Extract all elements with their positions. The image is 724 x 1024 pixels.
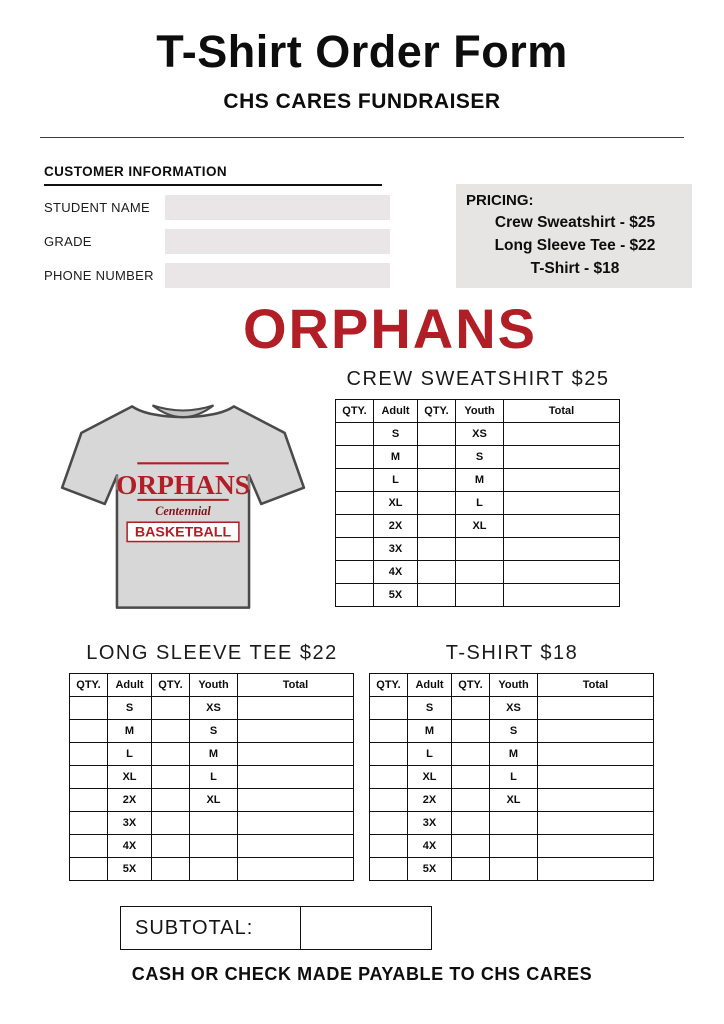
total-cell[interactable] bbox=[504, 469, 620, 492]
adult-size-label: M bbox=[374, 446, 418, 469]
qty-youth-cell[interactable] bbox=[152, 789, 190, 812]
size-row bbox=[370, 858, 654, 881]
qty-youth-cell[interactable] bbox=[152, 812, 190, 835]
subtotal-box bbox=[120, 906, 432, 950]
total-cell[interactable] bbox=[238, 743, 354, 766]
qty-adult-cell[interactable] bbox=[70, 789, 108, 812]
qty-youth-cell[interactable] bbox=[452, 812, 490, 835]
crew-sweatshirt-table bbox=[335, 399, 620, 607]
team-name-heading: ORPHANS bbox=[242, 297, 538, 360]
shirt-print-school-name: Centennial bbox=[155, 504, 211, 519]
qty-youth-cell[interactable] bbox=[152, 743, 190, 766]
adult-size-label: 5X bbox=[374, 584, 418, 607]
header-row bbox=[336, 400, 620, 423]
youth-size-label bbox=[190, 812, 238, 835]
adult-size-label: XL bbox=[408, 766, 452, 789]
column-header: Total bbox=[504, 400, 620, 423]
phone-number-input[interactable] bbox=[165, 263, 390, 288]
pricing-heading: PRICING: bbox=[466, 192, 534, 209]
size-row bbox=[336, 538, 620, 561]
shirt-print-sport-name: BASKETBALL bbox=[134, 524, 232, 541]
subtotal-input[interactable] bbox=[301, 907, 431, 949]
size-row bbox=[336, 515, 620, 538]
size-row bbox=[370, 720, 654, 743]
total-cell[interactable] bbox=[538, 789, 654, 812]
column-header: QTY. bbox=[452, 674, 490, 697]
column-header: QTY. bbox=[336, 400, 374, 423]
size-row bbox=[70, 812, 354, 835]
adult-size-label: M bbox=[408, 720, 452, 743]
size-row bbox=[370, 789, 654, 812]
qty-adult-cell[interactable] bbox=[370, 743, 408, 766]
tshirt-graphic bbox=[56, 390, 310, 624]
qty-adult-cell[interactable] bbox=[370, 858, 408, 881]
total-cell[interactable] bbox=[238, 858, 354, 881]
qty-youth-cell[interactable] bbox=[452, 789, 490, 812]
total-cell[interactable] bbox=[538, 835, 654, 858]
student-name-input[interactable] bbox=[165, 195, 390, 220]
qty-adult-cell[interactable] bbox=[336, 538, 374, 561]
qty-adult-cell[interactable] bbox=[70, 835, 108, 858]
total-cell[interactable] bbox=[238, 766, 354, 789]
adult-size-label: S bbox=[408, 697, 452, 720]
column-header: Adult bbox=[408, 674, 452, 697]
youth-size-label: S bbox=[190, 720, 238, 743]
size-row bbox=[70, 743, 354, 766]
qty-youth-cell[interactable] bbox=[152, 835, 190, 858]
adult-size-label: S bbox=[374, 423, 418, 446]
tshirt-title: T-SHIRT $18 bbox=[445, 642, 579, 664]
size-row bbox=[70, 720, 354, 743]
youth-size-label bbox=[190, 858, 238, 881]
qty-adult-cell[interactable] bbox=[370, 789, 408, 812]
youth-size-label: L bbox=[190, 766, 238, 789]
pricing-box bbox=[456, 184, 692, 288]
total-cell[interactable] bbox=[538, 858, 654, 881]
youth-size-label bbox=[456, 561, 504, 584]
crew-sweatshirt-title: CREW SWEATSHIRT $25 bbox=[346, 368, 610, 390]
qty-youth-cell[interactable] bbox=[452, 835, 490, 858]
qty-adult-cell[interactable] bbox=[70, 743, 108, 766]
customer-info-section bbox=[44, 164, 390, 288]
qty-adult-cell[interactable] bbox=[336, 584, 374, 607]
qty-youth-cell[interactable] bbox=[452, 720, 490, 743]
youth-size-label bbox=[456, 538, 504, 561]
grade-label: GRADE bbox=[44, 233, 92, 249]
size-row bbox=[70, 697, 354, 720]
qty-youth-cell[interactable] bbox=[152, 720, 190, 743]
phone-number-row bbox=[44, 262, 390, 288]
student-name-label: STUDENT NAME bbox=[44, 199, 150, 215]
qty-adult-cell[interactable] bbox=[336, 515, 374, 538]
qty-youth-cell[interactable] bbox=[152, 858, 190, 881]
total-cell[interactable] bbox=[238, 789, 354, 812]
page-title: T-Shirt Order Form bbox=[156, 26, 568, 77]
adult-size-label: 2X bbox=[374, 515, 418, 538]
qty-adult-cell[interactable] bbox=[70, 766, 108, 789]
qty-adult-cell[interactable] bbox=[336, 561, 374, 584]
total-cell[interactable] bbox=[538, 812, 654, 835]
youth-size-label: M bbox=[456, 469, 504, 492]
adult-size-label: 5X bbox=[108, 858, 152, 881]
qty-adult-cell[interactable] bbox=[370, 835, 408, 858]
adult-size-label: 4X bbox=[374, 561, 418, 584]
total-cell[interactable] bbox=[238, 812, 354, 835]
qty-youth-cell[interactable] bbox=[452, 697, 490, 720]
size-row bbox=[336, 584, 620, 607]
crew-sweatshirt-block bbox=[335, 368, 621, 607]
size-row bbox=[70, 766, 354, 789]
qty-adult-cell[interactable] bbox=[336, 469, 374, 492]
youth-size-label: XL bbox=[490, 789, 538, 812]
phone-number-label: PHONE NUMBER bbox=[44, 267, 154, 283]
youth-size-label: XS bbox=[190, 697, 238, 720]
column-header: QTY. bbox=[70, 674, 108, 697]
column-header: Total bbox=[238, 674, 354, 697]
adult-size-label: 2X bbox=[408, 789, 452, 812]
qty-youth-cell[interactable] bbox=[418, 423, 456, 446]
youth-size-label: L bbox=[490, 766, 538, 789]
size-row bbox=[70, 858, 354, 881]
qty-adult-cell[interactable] bbox=[370, 697, 408, 720]
long-sleeve-tee-block bbox=[69, 642, 355, 881]
qty-youth-cell[interactable] bbox=[452, 766, 490, 789]
adult-size-label: L bbox=[374, 469, 418, 492]
column-header: Youth bbox=[490, 674, 538, 697]
youth-size-label bbox=[490, 812, 538, 835]
page-subtitle: CHS CARES FUNDRAISER bbox=[223, 90, 501, 113]
qty-youth-cell[interactable] bbox=[418, 584, 456, 607]
youth-size-label: XL bbox=[190, 789, 238, 812]
adult-size-label: XL bbox=[108, 766, 152, 789]
size-row bbox=[336, 423, 620, 446]
column-header: QTY. bbox=[418, 400, 456, 423]
adult-size-label: 3X bbox=[374, 538, 418, 561]
tshirt-image bbox=[56, 390, 310, 624]
size-row bbox=[370, 766, 654, 789]
total-cell[interactable] bbox=[504, 423, 620, 446]
customer-info-heading: CUSTOMER INFORMATION bbox=[44, 164, 382, 186]
grade-input[interactable] bbox=[165, 229, 390, 254]
size-row bbox=[336, 561, 620, 584]
youth-size-label bbox=[490, 858, 538, 881]
qty-youth-cell[interactable] bbox=[418, 469, 456, 492]
youth-size-label: XS bbox=[456, 423, 504, 446]
size-row bbox=[336, 469, 620, 492]
qty-youth-cell[interactable] bbox=[418, 561, 456, 584]
tshirt-table bbox=[369, 673, 654, 881]
column-header: Adult bbox=[108, 674, 152, 697]
total-cell[interactable] bbox=[538, 743, 654, 766]
long-sleeve-tee-title: LONG SLEEVE TEE $22 bbox=[86, 642, 338, 664]
youth-size-label: XL bbox=[456, 515, 504, 538]
qty-youth-cell[interactable] bbox=[418, 446, 456, 469]
size-row bbox=[370, 835, 654, 858]
youth-size-label: L bbox=[456, 492, 504, 515]
size-row bbox=[370, 697, 654, 720]
size-row bbox=[370, 743, 654, 766]
payment-note: CASH OR CHECK MADE PAYABLE TO CHS CARES bbox=[131, 964, 593, 984]
qty-adult-cell[interactable] bbox=[70, 720, 108, 743]
subtotal-label: SUBTOTAL: bbox=[121, 907, 301, 949]
qty-youth-cell[interactable] bbox=[452, 858, 490, 881]
youth-size-label: S bbox=[490, 720, 538, 743]
header-divider bbox=[40, 137, 684, 138]
qty-adult-cell[interactable] bbox=[70, 697, 108, 720]
adult-size-label: 3X bbox=[408, 812, 452, 835]
header-row bbox=[370, 674, 654, 697]
column-header: QTY. bbox=[152, 674, 190, 697]
adult-size-label: XL bbox=[374, 492, 418, 515]
qty-adult-cell[interactable] bbox=[370, 812, 408, 835]
qty-youth-cell[interactable] bbox=[418, 538, 456, 561]
column-header: Total bbox=[538, 674, 654, 697]
total-cell[interactable] bbox=[504, 584, 620, 607]
column-header: Youth bbox=[190, 674, 238, 697]
pricing-line-longsleeve: Long Sleeve Tee - $22 bbox=[494, 237, 656, 254]
total-cell[interactable] bbox=[238, 835, 354, 858]
adult-size-label: 2X bbox=[108, 789, 152, 812]
qty-adult-cell[interactable] bbox=[370, 766, 408, 789]
adult-size-label: L bbox=[408, 743, 452, 766]
pricing-line-tshirt: T-Shirt - $18 bbox=[530, 260, 620, 277]
qty-adult-cell[interactable] bbox=[70, 812, 108, 835]
qty-youth-cell[interactable] bbox=[152, 766, 190, 789]
youth-size-label bbox=[490, 835, 538, 858]
shirt-print-team-name: ORPHANS bbox=[115, 469, 251, 500]
qty-youth-cell[interactable] bbox=[418, 492, 456, 515]
adult-size-label: 4X bbox=[108, 835, 152, 858]
adult-size-label: S bbox=[108, 697, 152, 720]
qty-adult-cell[interactable] bbox=[336, 423, 374, 446]
qty-youth-cell[interactable] bbox=[452, 743, 490, 766]
size-row bbox=[70, 789, 354, 812]
qty-adult-cell[interactable] bbox=[336, 492, 374, 515]
size-row bbox=[336, 492, 620, 515]
adult-size-label: M bbox=[108, 720, 152, 743]
size-row bbox=[370, 812, 654, 835]
header-row bbox=[70, 674, 354, 697]
student-name-row bbox=[44, 194, 390, 220]
youth-size-label: M bbox=[490, 743, 538, 766]
qty-adult-cell[interactable] bbox=[70, 858, 108, 881]
total-cell[interactable] bbox=[538, 766, 654, 789]
pricing-line-crew: Crew Sweatshirt - $25 bbox=[494, 214, 656, 231]
total-cell[interactable] bbox=[504, 446, 620, 469]
size-row bbox=[70, 835, 354, 858]
youth-size-label bbox=[456, 584, 504, 607]
column-header: Adult bbox=[374, 400, 418, 423]
youth-size-label: S bbox=[456, 446, 504, 469]
qty-youth-cell[interactable] bbox=[152, 697, 190, 720]
total-cell[interactable] bbox=[504, 515, 620, 538]
youth-size-label: XS bbox=[490, 697, 538, 720]
youth-size-label: M bbox=[190, 743, 238, 766]
column-header: Youth bbox=[456, 400, 504, 423]
qty-youth-cell[interactable] bbox=[418, 515, 456, 538]
adult-size-label: 3X bbox=[108, 812, 152, 835]
total-cell[interactable] bbox=[538, 720, 654, 743]
qty-adult-cell[interactable] bbox=[336, 446, 374, 469]
total-cell[interactable] bbox=[238, 720, 354, 743]
total-cell[interactable] bbox=[504, 561, 620, 584]
adult-size-label: 4X bbox=[408, 835, 452, 858]
youth-size-label bbox=[190, 835, 238, 858]
total-cell[interactable] bbox=[504, 538, 620, 561]
qty-adult-cell[interactable] bbox=[370, 720, 408, 743]
column-header: QTY. bbox=[370, 674, 408, 697]
size-row bbox=[336, 446, 620, 469]
adult-size-label: L bbox=[108, 743, 152, 766]
adult-size-label: 5X bbox=[408, 858, 452, 881]
total-cell[interactable] bbox=[538, 697, 654, 720]
total-cell[interactable] bbox=[504, 492, 620, 515]
tshirt-block bbox=[369, 642, 655, 881]
long-sleeve-tee-table bbox=[69, 673, 354, 881]
total-cell[interactable] bbox=[238, 697, 354, 720]
grade-row bbox=[44, 228, 390, 254]
